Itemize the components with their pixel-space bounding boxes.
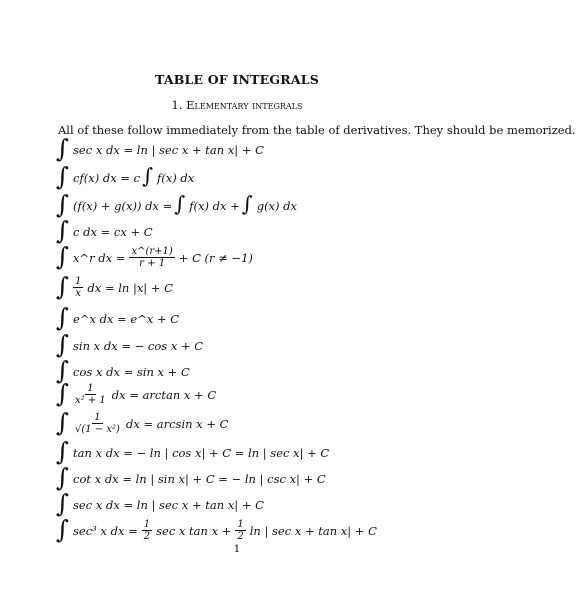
formula-text: cot x dx = ln | sin x| + C = − ln | csc x| + C [73,471,326,486]
formula-row [56,162,196,191]
page-number: 1 [233,543,241,555]
formula-text: + C (r ≠ −1) [178,250,253,265]
formula-text: cf(x) dx = c [73,170,141,185]
fraction-numerator: 1 [94,412,101,423]
formula-text: (f(x) + g(x)) dx = [73,198,173,213]
formula-row [56,515,379,544]
fraction-denominator: r + 1 [139,258,166,269]
fraction [73,383,108,406]
intro-paragraph: All of these follow immediately from the table of derivatives. They should be memorized. [58,123,576,137]
fraction-denominator: √(1 − x²) [75,424,120,435]
integral-sign: ∫ [56,330,70,359]
formula-text: x^r dx = [73,250,126,265]
integral-sign: ∫ [56,272,70,301]
formula-row [56,272,175,301]
fraction-numerator: 1 [143,519,151,530]
formula-text: sec x dx = ln | sec x + tan x| + C [73,142,264,157]
formula-text: cos x dx = sin x + C [73,364,190,379]
integral-sign: ∫ [56,190,70,219]
fraction-numerator: 1 [75,276,82,287]
formula-text: sec x tan x + [156,523,232,538]
formula-row [56,216,155,245]
formula-text: g(x) dx [256,198,298,213]
integral-sign: ∫ [56,162,70,191]
formula-row [56,437,331,466]
formula-text: f(x) dx + [189,198,240,213]
fraction-denominator: 2 [143,531,151,542]
formula-row [56,190,299,219]
fraction-numerator: 1 [237,519,244,530]
fraction-numerator: x^(r+1) [131,246,173,257]
formula-text: sec³ x dx = [73,523,138,538]
formula-text: c dx = cx + C [73,224,153,239]
fraction [73,412,122,435]
fraction-numerator: 1 [87,383,94,394]
fraction-denominator: x [75,288,82,299]
section-heading: 1. Elementary integrals [171,98,303,112]
integral-sign: ∫ [56,134,70,163]
formula-text: dx = ln |x| + C [87,280,173,295]
integral-sign: ∫ [142,164,154,188]
fraction [142,519,152,542]
integral-sign: ∫ [56,303,70,332]
formula-text: tan x dx = − ln | cos x| + C = ln | sec x| + C [73,445,330,460]
formula-row [56,330,205,359]
integral-sign: ∫ [56,489,70,518]
formula-row [56,242,255,271]
integral-sign: ∫ [56,356,70,385]
formula-text: f(x) dx [157,170,195,185]
formula-row [56,356,192,385]
integral-sign: ∫ [56,463,70,492]
formula-text: e^x dx = e^x + C [73,311,180,326]
formula-text: dx = arcsin x + C [125,416,229,431]
integral-sign: ∫ [56,437,70,466]
fraction [129,246,174,269]
fraction-denominator: x² + 1 [75,395,106,406]
integral-sign: ∫ [56,515,70,544]
integral-sign: ∫ [56,216,70,245]
formula-row [56,408,230,437]
formula-row [56,463,328,492]
fraction [73,276,83,299]
fraction-denominator: 2 [237,531,244,542]
formula-text: sec x dx = ln | sec x + tan x| + C [73,497,264,512]
integral-sign: ∫ [56,408,70,437]
integral-sign: ∫ [241,192,253,216]
formula-text: dx = arctan x + C [111,387,217,402]
formula-row [56,379,218,408]
integral-sign: ∫ [56,242,70,271]
formula-row [56,489,266,518]
page-title: TABLE OF INTEGRALS [155,72,319,87]
integral-sign: ∫ [56,379,70,408]
integral-sign: ∫ [174,192,186,216]
formula-text: ln | sec x + tan x| + C [249,523,377,538]
formula-text: sin x dx = − cos x + C [73,338,204,353]
formula-row [56,303,181,332]
formula-row [56,134,266,163]
fraction [235,519,245,542]
